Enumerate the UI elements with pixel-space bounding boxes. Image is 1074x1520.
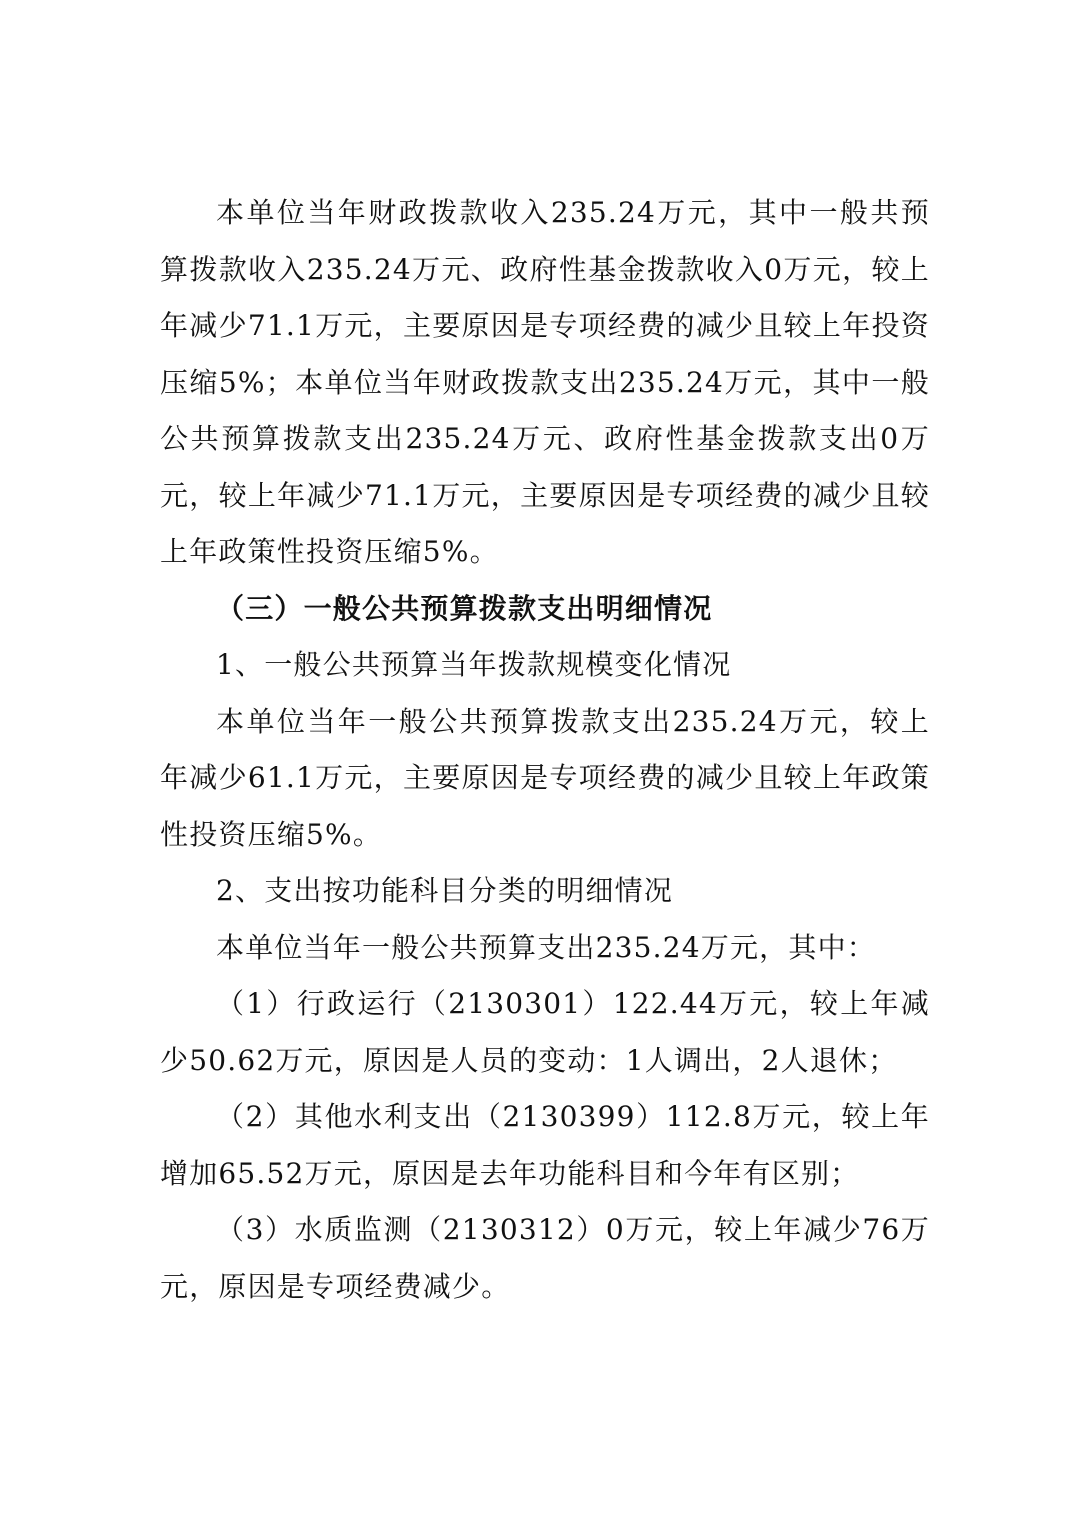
paragraph-financial-revenue-expenditure: 本单位当年财政拨款收入235.24万元，其中一般共预算拨款收入235.24万元、政府性基金拨款收入0万元，较上年减少71.1万元，主要原因是专项经费的减少且较上年投资压缩5%；本单位当年财政拨款支出235.24万元，其中一般公共预算拨款支出235.24万元、政府性基金拨款支出0万元，较上年减少71.1万元，主要原因是专项经费的减少且较上年政策性投资压缩5%。 — [160, 196, 930, 568]
paragraph-expenditure-intro: 本单位当年一般公共预算支出235.24万元，其中： — [216, 930, 876, 964]
subheading-scale-change: 1、一般公共预算当年拨款规模变化情况 — [216, 648, 732, 681]
list-item-other-water-conservancy: （2）其他水利支出（2130399）112.8万元，较上年增加65.52万元，原因是去年功能科目和今年有区别； — [160, 1100, 930, 1190]
subheading-functional-classification: 2、支出按功能科目分类的明细情况 — [216, 874, 674, 907]
list-item-administrative-operation: （1）行政运行（2130301）122.44万元，较上年减少50.62万元，原因是人员的变动：1人调出，2人退休； — [160, 987, 930, 1077]
document-page — [160, 185, 930, 1315]
paragraph-scale-change: 本单位当年一般公共预算拨款支出235.24万元，较上年减少61.1万元，主要原因是专项经费的减少且较上年政策性投资压缩5%。 — [160, 704, 930, 851]
section-heading-general-budget-detail: （三）一般公共预算拨款支出明细情况 — [216, 591, 713, 625]
list-item-water-quality-monitoring: （3）水质监测（2130312）0万元，较上年减少76万元，原因是专项经费减少。 — [160, 1213, 930, 1303]
